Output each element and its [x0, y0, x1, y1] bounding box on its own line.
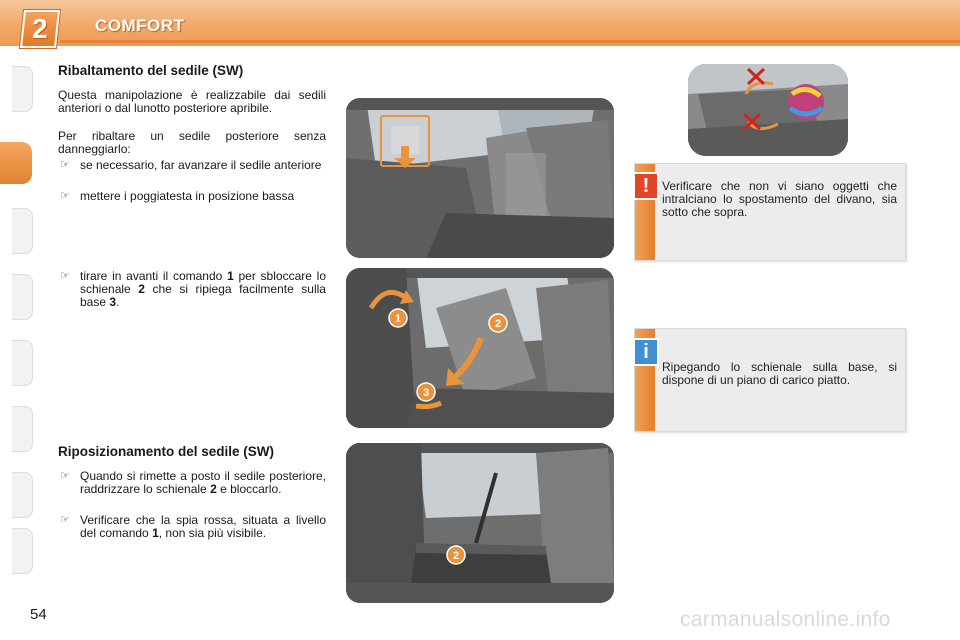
- warning-text: Verificare che non vi siano oggetti che intralciano lo spostamento del divano, sia sotto che sopra.: [662, 179, 897, 219]
- warning-note: [634, 163, 906, 261]
- control-number: 1: [227, 269, 234, 283]
- seat-photo-folded-flat: [346, 443, 614, 603]
- bullet-text: e bloccarlo.: [220, 482, 282, 496]
- watermark: carmanualsonline.info: [680, 608, 891, 631]
- step-text: per sbloccare lo schienale: [80, 269, 326, 296]
- step-text-end: .: [116, 295, 120, 309]
- header-underline: [60, 40, 960, 43]
- obstruction-photo: [688, 64, 848, 156]
- callout-2: 2: [452, 550, 460, 562]
- bullet-text: Verificare che la spia rossa, situata a livello del comando: [80, 513, 326, 540]
- chapter-number: 2: [32, 13, 48, 44]
- chapter-tab-active[interactable]: [0, 142, 32, 184]
- chapter-number-badge: [20, 10, 60, 48]
- bullet-item: [58, 190, 326, 203]
- bullet-item: [58, 470, 326, 496]
- pointing-hand-icon: ☞: [60, 470, 70, 482]
- base-number: 3: [109, 295, 117, 309]
- section-title-folding: Ribaltamento del sedile (SW): [58, 63, 244, 78]
- bullet-item: [58, 514, 326, 540]
- chapter-tab[interactable]: [12, 472, 33, 518]
- chapter-tabs: [0, 62, 34, 577]
- pointing-hand-icon: ☞: [60, 190, 70, 202]
- callout-2: 2: [494, 318, 502, 330]
- chapter-tab[interactable]: [12, 406, 33, 452]
- bullet-item: [58, 159, 326, 172]
- warning-icon: !: [633, 172, 659, 200]
- info-note: [634, 328, 906, 432]
- seat-photo-headrest-lowered: [346, 98, 614, 258]
- chapter-title: COMFORT: [95, 16, 185, 35]
- bullet-item: [58, 270, 326, 309]
- chapter-tab[interactable]: [12, 528, 33, 574]
- bullet-text: Quando si rimette a posto il sedile posteriore, raddrizzare lo schienale: [80, 469, 326, 496]
- backrest-number: 2: [210, 482, 217, 496]
- bullet-text: se necessario, far avanzare il sedile anteriore: [80, 158, 322, 172]
- bullet-text: mettere i poggiatesta in posizione bassa: [80, 189, 295, 203]
- callout-1: 1: [394, 313, 402, 325]
- step-text-start: tirare in avanti il comando: [80, 269, 223, 283]
- step-text: che si ripiega facilmente sulla base: [80, 282, 326, 309]
- chapter-tab[interactable]: [12, 274, 33, 320]
- chapter-tab[interactable]: [12, 208, 33, 254]
- callout-3: 3: [422, 387, 430, 399]
- info-icon: i: [633, 338, 659, 366]
- page-number: 54: [30, 606, 47, 623]
- instruction-paragraph: Per ribaltare un sedile posteriore senza danneggiarlo:: [58, 129, 326, 156]
- info-text: Ripegando lo schienale sulla base, si dispone di un piano di carico piatto.: [662, 360, 897, 387]
- chapter-tab[interactable]: [12, 340, 33, 386]
- backrest-number: 2: [138, 282, 145, 296]
- control-number: 1: [152, 526, 159, 540]
- section-title-repositioning: Riposizionamento del sedile (SW): [58, 444, 275, 459]
- pointing-hand-icon: ☞: [60, 270, 70, 282]
- chapter-tab[interactable]: [12, 66, 33, 112]
- intro-paragraph: Questa manipolazione è realizzabile dai sedili anteriori o dal lunotto posteriore apribile.: [58, 88, 326, 115]
- pointing-hand-icon: ☞: [60, 159, 70, 171]
- seat-photo-folding-steps: [346, 268, 614, 428]
- pointing-hand-icon: ☞: [60, 514, 70, 526]
- bullet-text: , non sia più visibile.: [158, 526, 267, 540]
